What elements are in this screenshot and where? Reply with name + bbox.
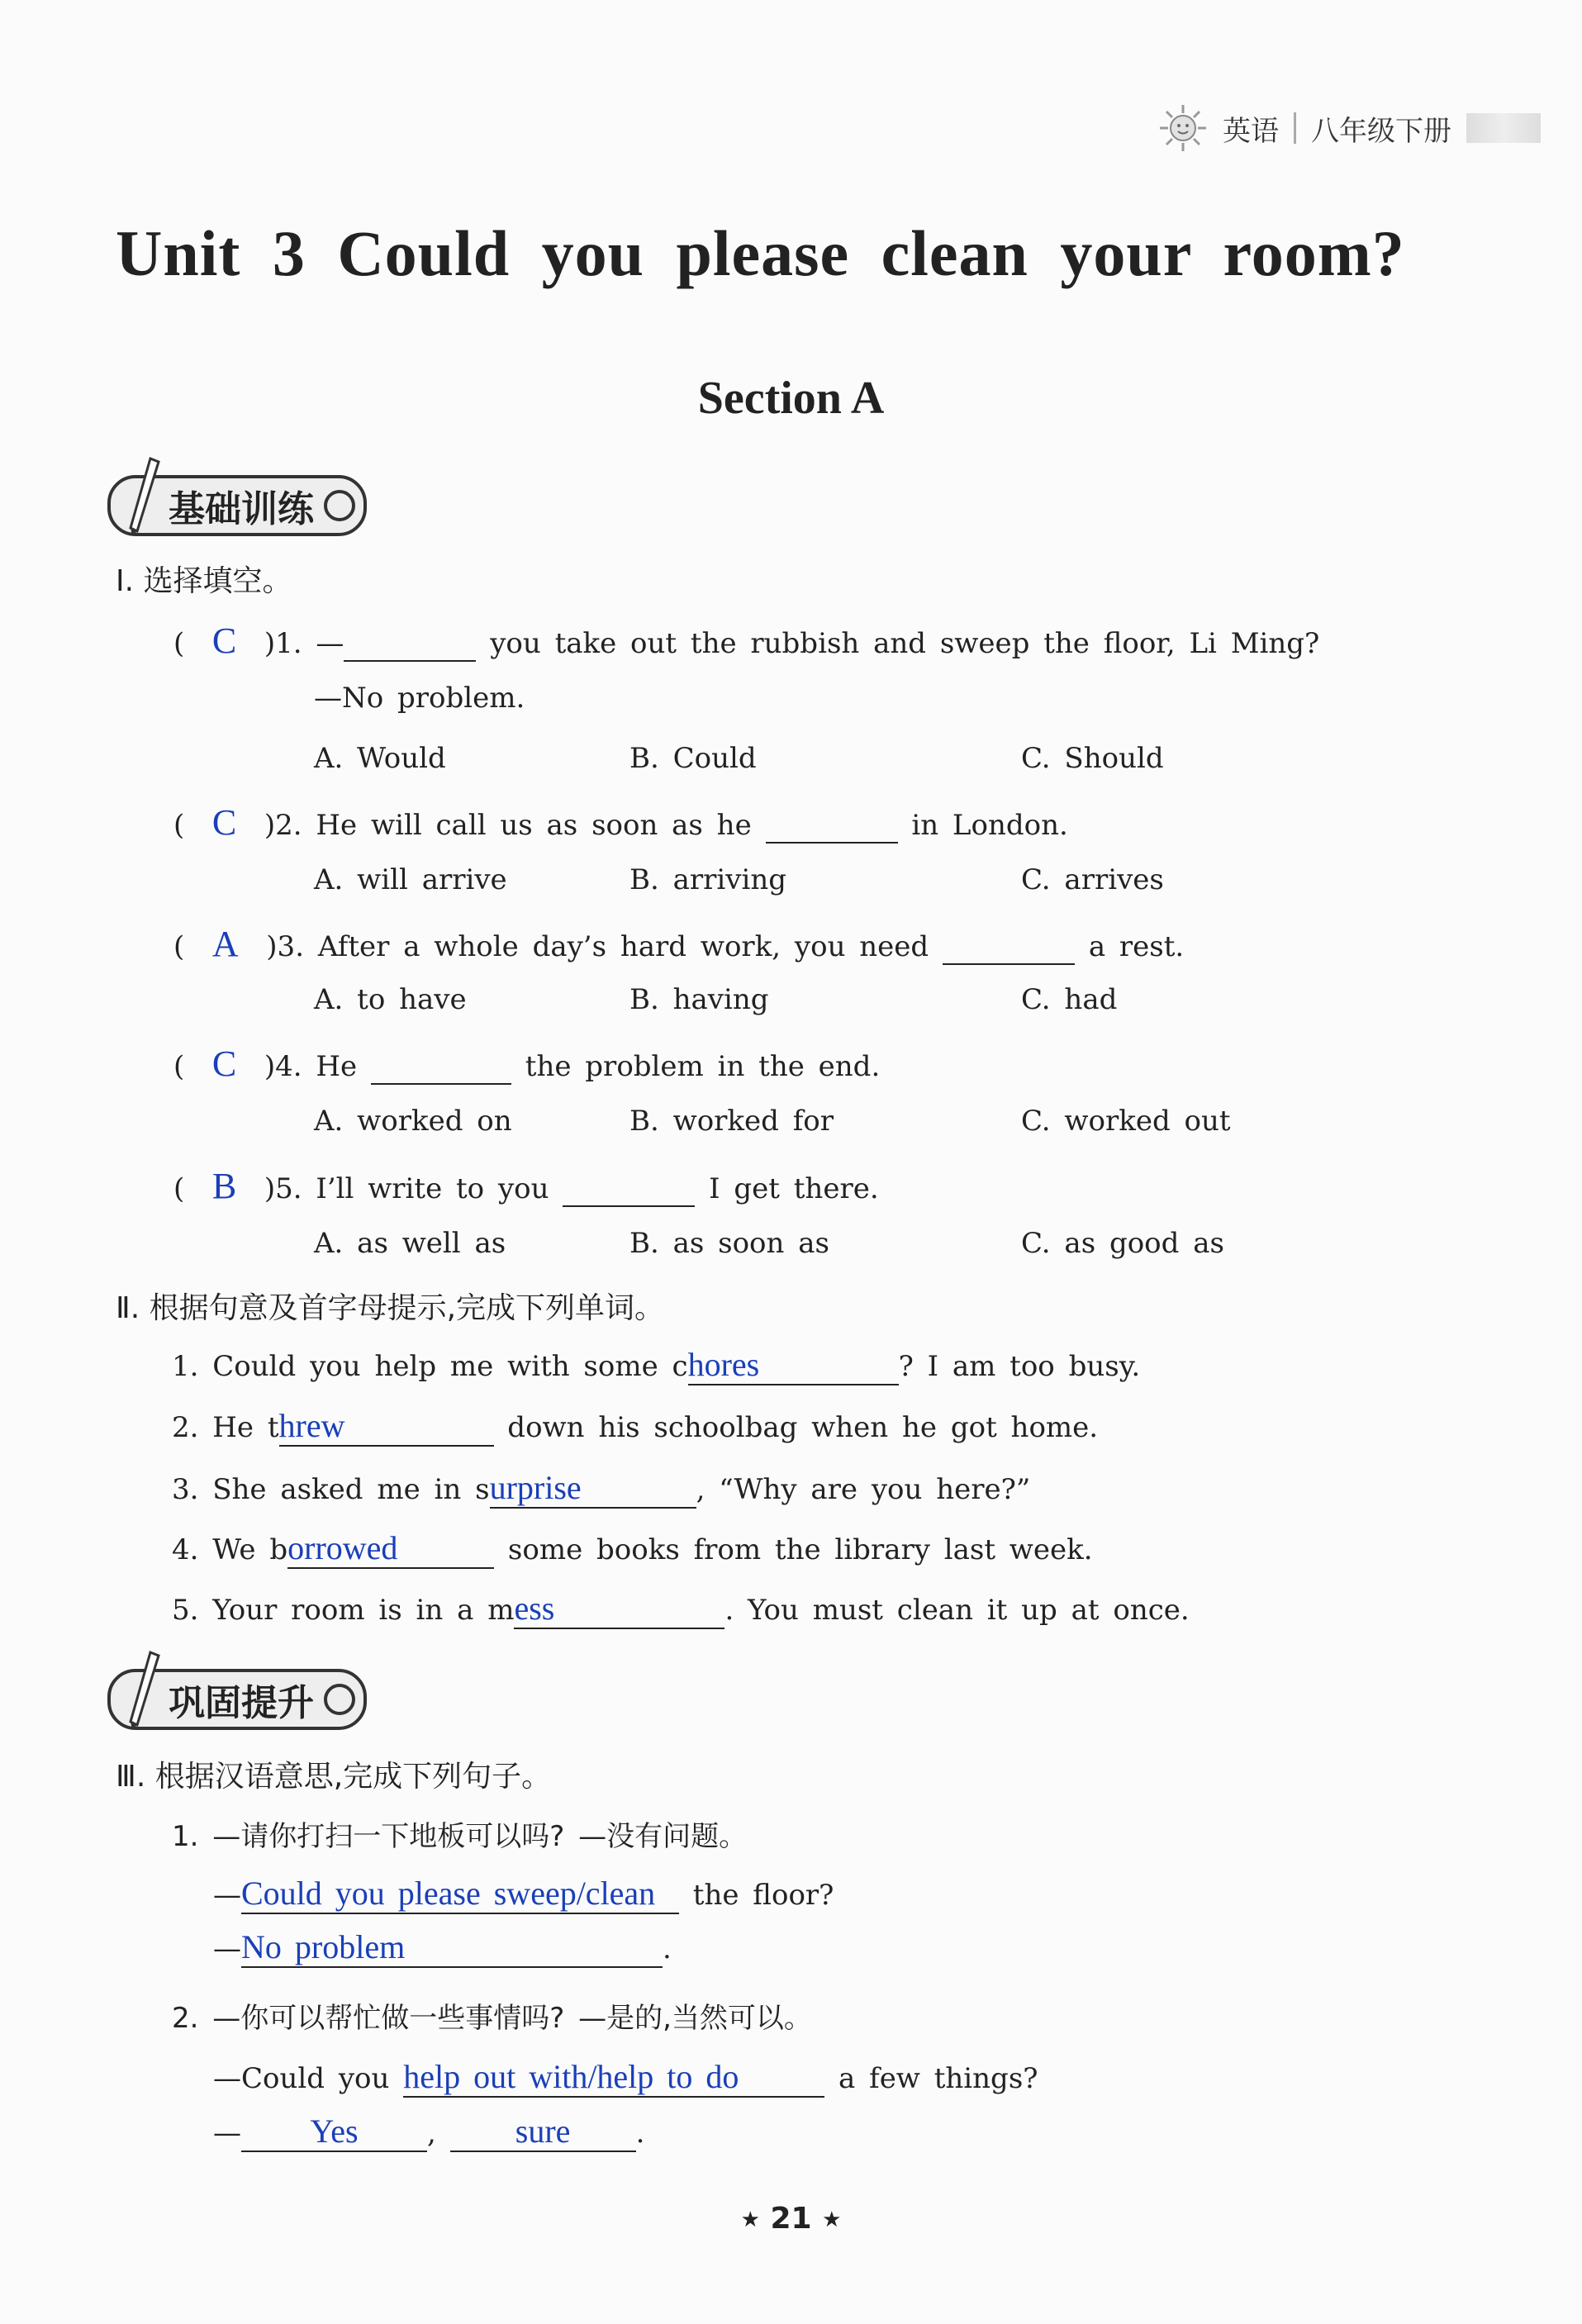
word-item-1: 1. Could you help me with some chores ? I am too busy. [172,1345,1140,1385]
option-5b: B. as soon as [629,1227,829,1260]
translation-1-prompt: 1. —请你打扫一下地板可以吗? —没有问题。 [172,1820,748,1853]
word-fill-5: ess [514,1589,724,1629]
sun-icon [1158,103,1208,153]
option-3c: C. had [1021,983,1118,1016]
blank-5 [563,1177,695,1207]
question-5: ( B )5. I’ll write to you I get there. [173,1166,879,1206]
pencil-icon [126,1649,164,1732]
option-4b: B. worked for [629,1105,834,1138]
banner-consolidate [107,1665,367,1734]
banner-basic-label: 基础训练 [169,488,314,530]
question-1-response: —No problem. [314,682,525,715]
translation-2-line2: — Yes , sure . [213,2112,644,2152]
answer-4: C [211,1043,237,1084]
option-5a: A. as well as [314,1227,506,1260]
question-3: ( A )3. After a whole day’s hard work, you need a rest. [173,924,1185,964]
blank-3 [943,935,1075,965]
star-icon: ★ [822,2208,842,2232]
part2-heading: Ⅱ. 根据句意及首字母提示,完成下列单词。 [116,1291,665,1325]
word-fill-1: hores [688,1345,899,1385]
option-3a: A. to have [314,983,467,1016]
page-footer [0,2202,1582,2236]
answer-5: B [211,1166,237,1206]
banner-basic-training [107,471,367,540]
option-4c: C. worked out [1021,1105,1231,1138]
section-title: Section A [697,373,885,424]
blank-4 [371,1055,511,1085]
translation-1-line2: —No problem . [213,1927,672,1968]
pencil-icon [126,455,164,538]
option-2a: A. will arrive [314,863,507,896]
star-icon: ★ [740,2208,760,2232]
page-number: 21 [770,2202,812,2236]
option-4a: A. worked on [314,1105,512,1138]
option-1a: A. Would [314,742,446,775]
answer-2: C [211,802,237,843]
option-5c: C. as good as [1021,1227,1224,1260]
header-decoration [1466,113,1541,143]
word-item-3: 3. She asked me in surprise , “Why are you here?” [172,1468,1030,1509]
word-item-2: 2. He threw down his schoolbag when he got home. [172,1406,1098,1447]
banner-consolidate-label: 巩固提升 [169,1682,314,1724]
option-3b: B. having [629,983,769,1016]
option-1c: C. Should [1021,742,1164,775]
unit-title: Unit 3 Could you please clean your room? [116,217,1405,289]
translation-2-line1: —Could you help out with/help to do a few things? [213,2057,1038,2098]
question-2: ( C )2. He will call us as soon as he in London. [173,802,1068,843]
option-1b: B. Could [629,742,757,775]
translation-fill-1a: Could you please sweep/clean [241,1874,679,1914]
grade-label: 八年级下册 [1311,114,1451,148]
option-2c: C. arrives [1021,863,1164,896]
word-fill-4: orrowed [287,1528,494,1569]
answer-3: A [211,924,239,964]
blank-2 [766,814,898,844]
ring-icon [324,490,355,521]
part1-heading: Ⅰ. 选择填空。 [116,564,292,598]
question-1: ( C )1. — you take out the rubbish and sweep the floor, Li Ming? [173,620,1320,661]
part3-heading: Ⅲ. 根据汉语意思,完成下列句子。 [116,1760,552,1794]
word-fill-3: urprise [490,1468,696,1509]
page-header [1158,103,1541,153]
header-divider [1294,112,1296,144]
word-item-5: 5. Your room is in a mess . You must clean it up at once. [172,1589,1190,1629]
answer-1: C [211,620,237,661]
translation-fill-2a: help out with/help to do [403,2057,824,2098]
translation-fill-2c: sure [450,2112,636,2152]
question-4: ( C )4. He the problem in the end. [173,1043,881,1084]
ring-icon [324,1684,355,1715]
subject-label: 英语 [1223,114,1279,148]
translation-2-prompt: 2. —你可以帮忙做一些事情吗? —是的,当然可以。 [172,2002,812,2035]
translation-1-line1: —Could you please sweep/clean the floor? [213,1874,834,1914]
word-fill-2: hrew [279,1406,494,1447]
translation-fill-1b: No problem [241,1927,663,1968]
blank-1 [344,632,476,662]
option-2b: B. arriving [629,863,786,896]
translation-fill-2b: Yes [241,2112,427,2152]
word-item-4: 4. We borrowed some books from the library last week. [172,1528,1093,1569]
